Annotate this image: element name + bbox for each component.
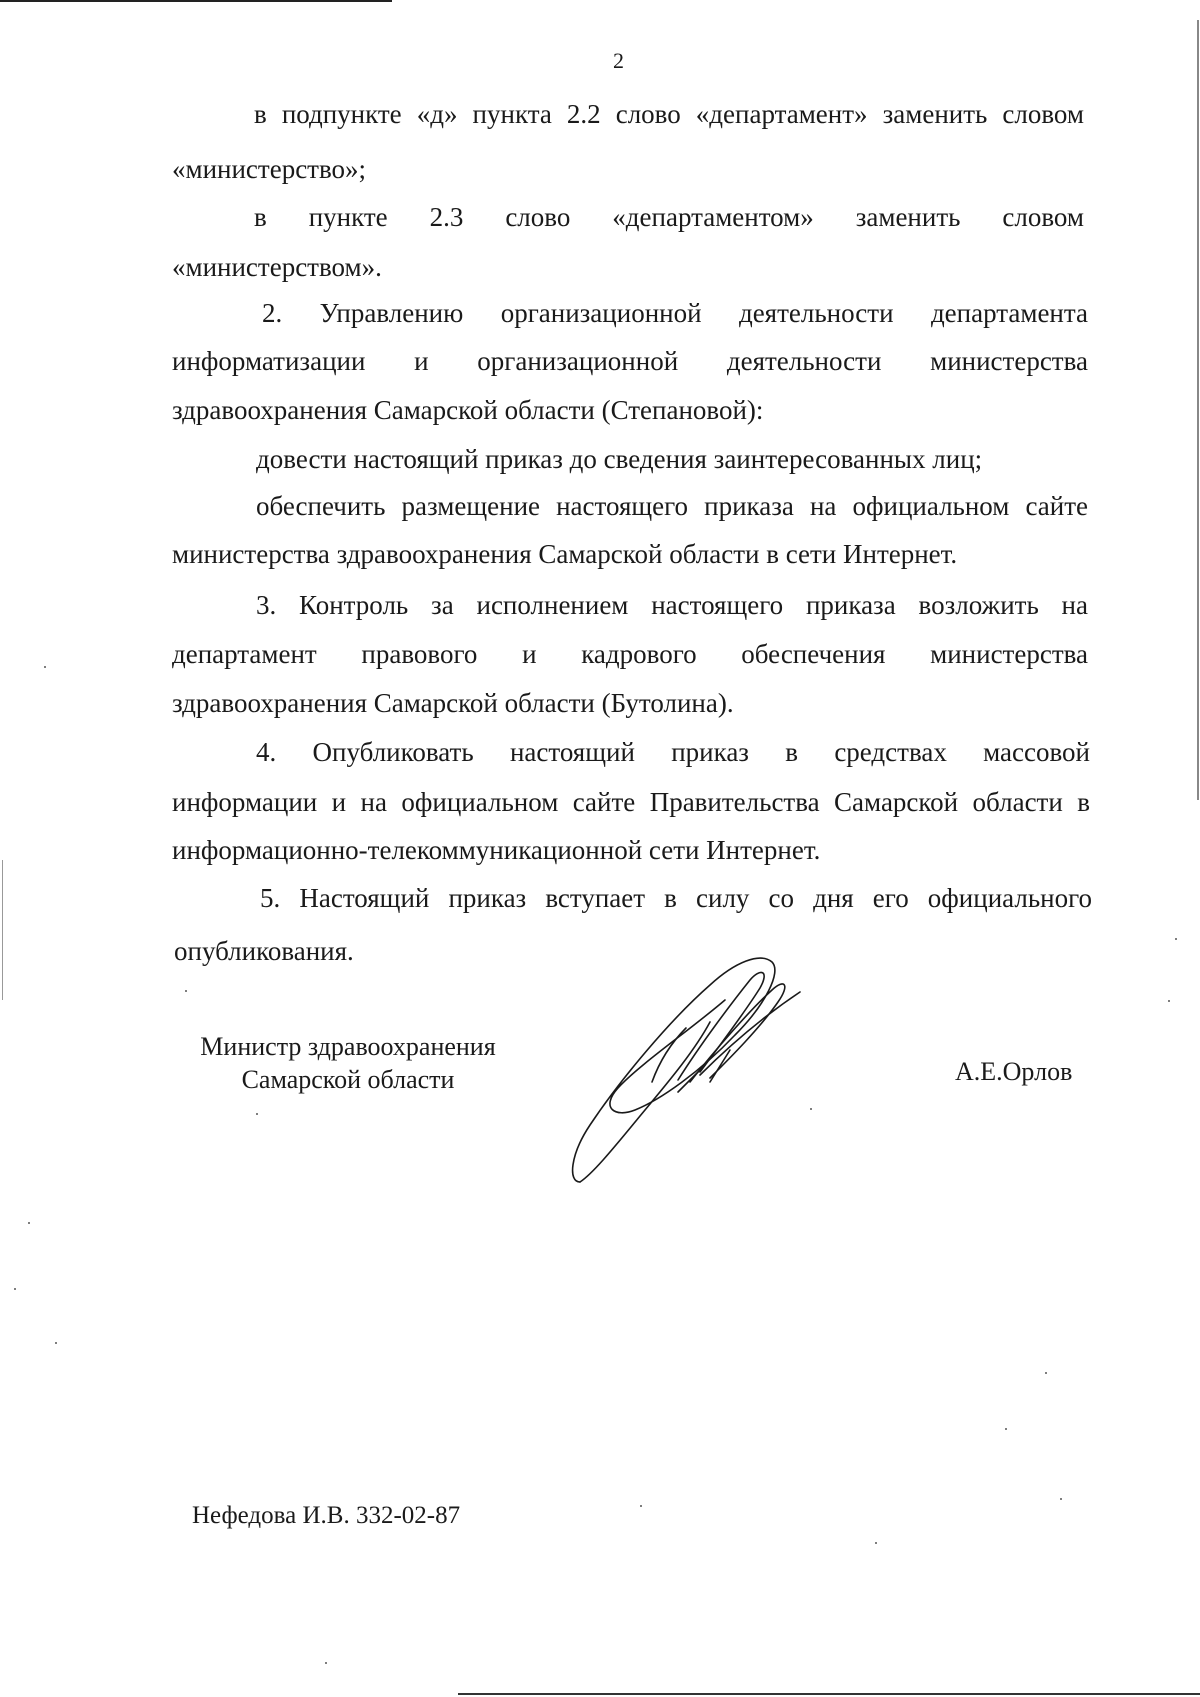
body-line: опубликования. xyxy=(174,936,354,966)
body-line: «министерство»; xyxy=(172,154,367,184)
scan-speck xyxy=(28,1222,30,1224)
body-line: довести настоящий приказ до сведения заинтересованных лиц; xyxy=(256,444,983,474)
signatory-position-line: Самарской области xyxy=(241,1065,455,1094)
body-line: 4. Опубликовать настоящий приказ в средствах массовой xyxy=(256,737,1090,767)
body-line: здравоохранения Самарской области (Степановой): xyxy=(172,395,764,425)
scan-edge-left xyxy=(2,860,3,1000)
scan-speck xyxy=(14,1288,16,1290)
scan-speck xyxy=(325,1662,327,1664)
body-line: 5. Настоящий приказ вступает в силу со дня его официального xyxy=(260,883,1092,913)
scan-edge-right xyxy=(1197,20,1199,800)
scan-speck xyxy=(44,666,46,668)
signatory-name: А.Е.Орлов xyxy=(955,1057,1073,1086)
body-line: обеспечить размещение настоящего приказа на официальном сайте xyxy=(256,491,1088,521)
body-line: здравоохранения Самарской области (Бутолина). xyxy=(172,688,734,718)
scan-edge-bottom xyxy=(458,1693,1200,1695)
body-line: информации и на официальном сайте Правительства Самарской области в xyxy=(172,787,1090,817)
page-number: 2 xyxy=(613,48,624,73)
scan-speck xyxy=(1168,1000,1170,1002)
body-line: 2. Управлению организационной деятельности департамента xyxy=(262,298,1088,328)
body-line: 3. Контроль за исполнением настоящего приказа возложить на xyxy=(256,590,1088,620)
body-line: в пункте 2.3 слово «департаментом» заменить словом xyxy=(254,202,1084,232)
handwritten-signature xyxy=(560,950,820,1190)
scan-speck xyxy=(810,1108,812,1110)
scan-speck xyxy=(55,1342,57,1344)
scan-edge-top xyxy=(0,0,392,2)
body-line: «министерством». xyxy=(172,252,382,282)
scan-speck xyxy=(1045,1372,1047,1374)
executor-contact: Нефедова И.В. 332-02-87 xyxy=(192,1502,461,1529)
scan-speck xyxy=(875,1542,877,1544)
body-line: департамент правового и кадрового обеспечения министерства xyxy=(172,639,1088,669)
scan-speck xyxy=(640,1505,642,1507)
body-line: в подпункте «д» пункта 2.2 слово «департамент» заменить словом xyxy=(254,99,1084,129)
body-line: информатизации и организационной деятельности министерства xyxy=(172,346,1088,376)
signatory-position-line: Министр здравоохранения xyxy=(200,1032,496,1061)
scan-speck xyxy=(1060,1498,1062,1500)
body-line: информационно-телекоммуникационной сети Интернет. xyxy=(172,835,821,865)
scan-speck xyxy=(256,1113,258,1115)
scan-speck xyxy=(1175,938,1177,940)
scan-speck xyxy=(185,990,187,992)
scan-speck xyxy=(1005,1428,1007,1430)
signatory-position xyxy=(178,1030,518,1096)
body-line: министерства здравоохранения Самарской области в сети Интернет. xyxy=(172,539,958,569)
